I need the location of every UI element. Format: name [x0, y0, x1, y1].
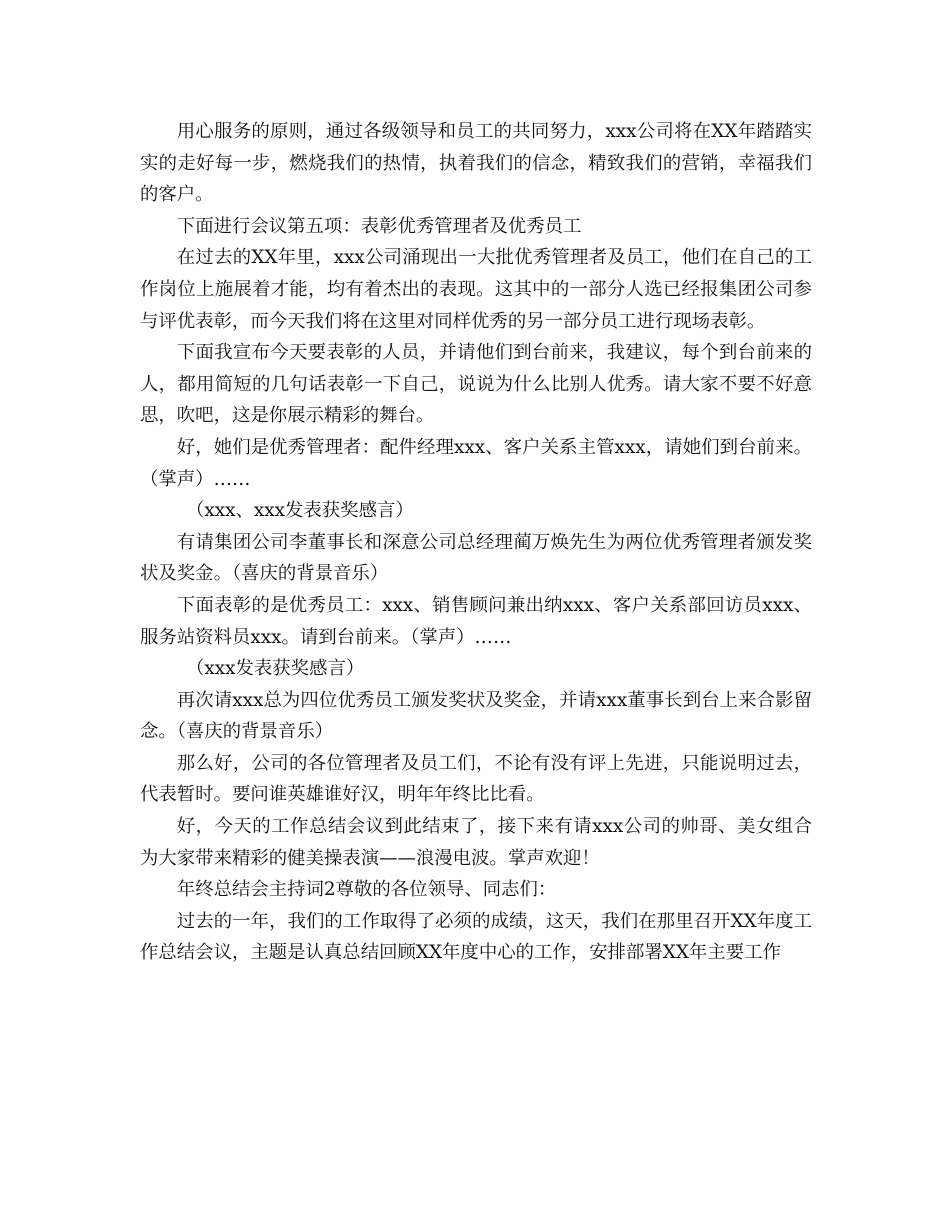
paragraph-managers-award: 有请集团公司李董事长和深意公司总经理蔺万焕先生为两位优秀管理者颁发奖状及奖金。（喜庆的背景音乐）: [140, 531, 812, 585]
paragraph-announce-honorees: 下面我宣布今天要表彰的人员，并请他们到台前来，我建议，每个到台前来的人，都用简短的几句话表彰一下自己，说说为什么比别人优秀。请大家不要不好意思，吹吧，这是你展示精彩的舞台。: [140, 342, 812, 427]
paragraph-agenda-item-five: 下面进行会议第五项：表彰优秀管理者及优秀员工: [176, 215, 582, 237]
paragraph-host-script-2-heading: 年终总结会主持词2尊敬的各位领导、同志们：: [176, 879, 557, 901]
paragraph-excellent-employees: 下面表彰的是优秀员工：xxx、销售顾问兼出纳xxx、客户关系部回访员xxx、服务站资料员xxx。请到台前来。（掌声）……: [140, 594, 812, 648]
paragraph-meeting-close: 好，今天的工作总结会议到此结束了，接下来有请xxx公司的帅哥、美女组合为大家带来精彩的健美操表演——浪漫电波。掌声欢迎！: [140, 816, 812, 869]
paragraph-past-year-results: 过去的一年，我们的工作取得了必须的成绩，这天，我们在那里召开XX年度工作总结会议，主题是认真总结回顾XX年度中心的工作，安排部署XX年主要工作: [140, 910, 812, 964]
paragraph-encouragement: 那么好，公司的各位管理者及员工们，不论有没有评上先进，只能说明过去，代表暂时。要问谁英雄谁好汉，明年年终比比看。: [140, 752, 812, 806]
paragraph-managers-speech: （xxx、xxx发表获奖感言）: [186, 500, 414, 522]
paragraph-employees-award: 再次请xxx总为四位优秀员工颁发奖状及奖金，并请xxx董事长到台上来合影留念。（喜庆的背景音乐）: [140, 689, 812, 743]
paragraph-employees-speech: （xxx发表获奖感言）: [186, 658, 365, 680]
paragraph-past-year-excellence: 在过去的XX年里，xxx公司涌现出一大批优秀管理者及员工，他们在自己的工作岗位上施展着才能，均有着杰出的表现。这其中的一部分人选已经报集团公司参与评优表彰，而今天我们将在这里对同样优秀的另一部分员工进行现场表彰。: [140, 247, 812, 332]
paragraph-closing-principle: 用心服务的原则，通过各级领导和员工的共同努力，xxx公司将在XX年踏踏实实的走好每一步，燃烧我们的热情，执着我们的信念，精致我们的营销，幸福我们的客户。: [140, 121, 812, 206]
paragraph-excellent-managers: 好，她们是优秀管理者：配件经理xxx、客户关系主管xxx，请她们到台前来。（掌声）……: [140, 436, 812, 490]
document-page: [140, 116, 812, 969]
